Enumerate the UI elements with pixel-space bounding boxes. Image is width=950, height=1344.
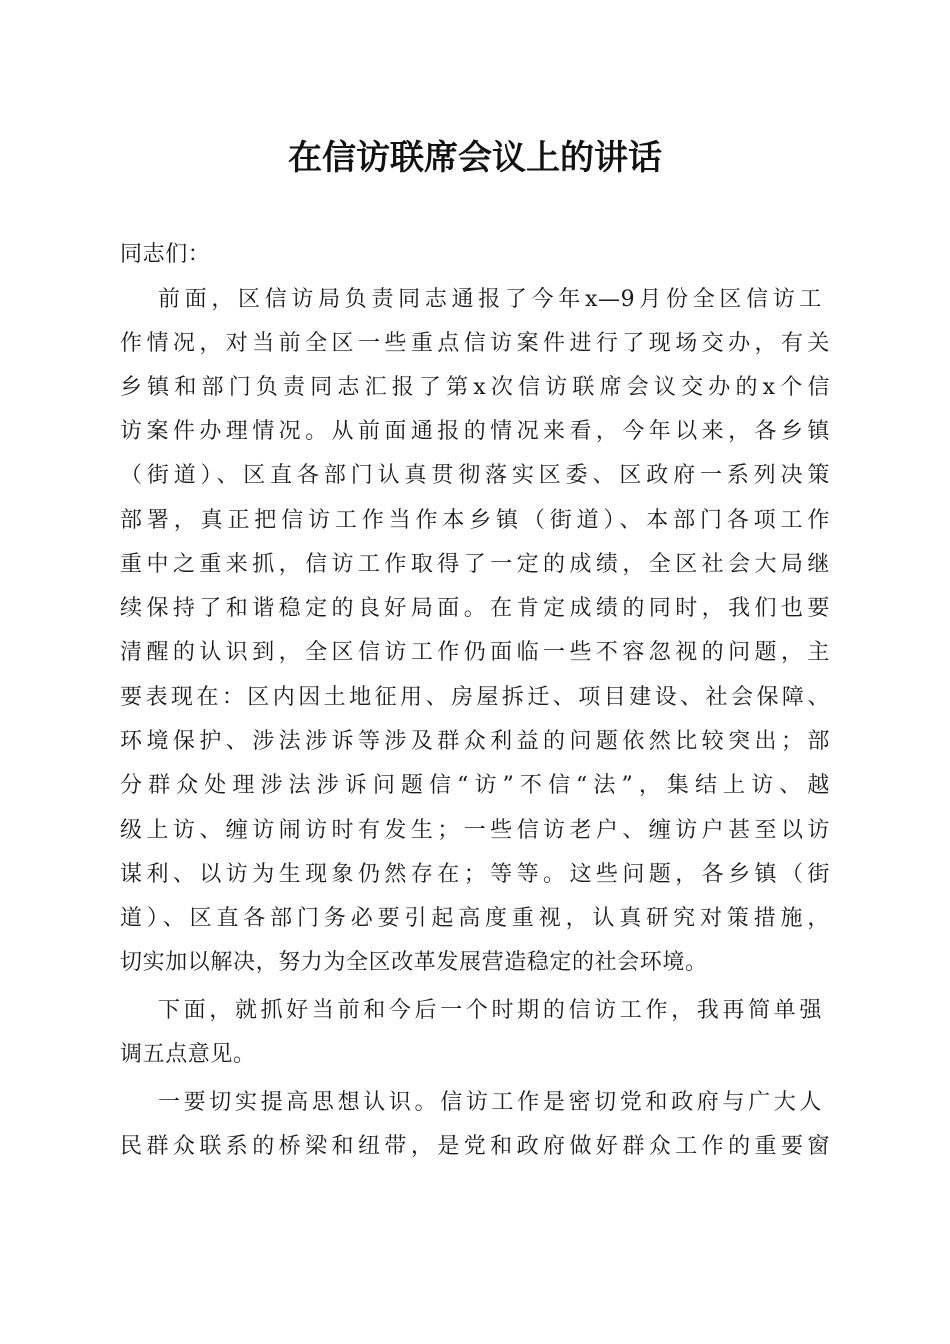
paragraph-line: 道）、区直各部门务必要引起高度重视，认真研究对策措施，: [120, 906, 830, 931]
paragraph-line: 续保持了和谐稳定的良好局面。在肯定成绩的同时，我们也要: [120, 596, 830, 621]
paragraph-line: 分群众处理涉法涉诉问题信“访”不信“法”，集结上访、越: [120, 773, 830, 798]
paragraph-line: 级上访、缠访闹访时有发生；一些信访老户、缠访户甚至以访: [120, 818, 830, 843]
paragraph-line: 重中之重来抓，信访工作取得了一定的成绩，全区社会大局继: [120, 552, 830, 577]
paragraph-line: 下面，就抓好当前和今后一个时期的信访工作，我再简单强: [158, 998, 822, 1023]
paragraph-line: 部署，真正把信访工作当作本乡镇（街道）、本部门各项工作: [120, 508, 830, 533]
paragraph-line: 环境保护、涉法涉诉等涉及群众利益的问题依然比较突出；部: [120, 729, 830, 754]
paragraph-line: 作情况，对当前全区一些重点信访案件进行了现场交办，有关: [120, 331, 830, 356]
paragraph-line: 前面，区信访局负责同志通报了今年x—9月份全区信访工: [158, 287, 822, 312]
salutation: 同志们：: [120, 242, 211, 267]
document-title: 在信访联席会议上的讲话: [288, 138, 662, 178]
paragraph-line: 民群众联系的桥梁和纽带，是党和政府做好群众工作的重要窗: [120, 1134, 830, 1159]
paragraph-line: 访案件办理情况。从前面通报的情况来看，今年以来，各乡镇: [120, 419, 830, 444]
paragraph-line: 一要切实提高思想认识。信访工作是密切党和政府与广大人: [158, 1090, 822, 1115]
paragraph-line: 乡镇和部门负责同志汇报了第x次信访联席会议交办的x个信: [120, 375, 830, 400]
paragraph-line: 调五点意见。: [120, 1042, 256, 1067]
paragraph-line: 谋利、以访为生现象仍然存在；等等。这些问题，各乡镇（街: [120, 862, 830, 887]
paragraph-line: 要表现在：区内因土地征用、房屋拆迁、项目建设、社会保障、: [120, 685, 830, 710]
paragraph-line: 清醒的认识到，全区信访工作仍面临一些不容忽视的问题，主: [120, 640, 830, 665]
paragraph-line: （街道）、区直各部门认真贯彻落实区委、区政府一系列决策: [120, 463, 830, 488]
paragraph-line: 切实加以解决，努力为全区改革发展营造稳定的社会环境。: [120, 950, 708, 975]
